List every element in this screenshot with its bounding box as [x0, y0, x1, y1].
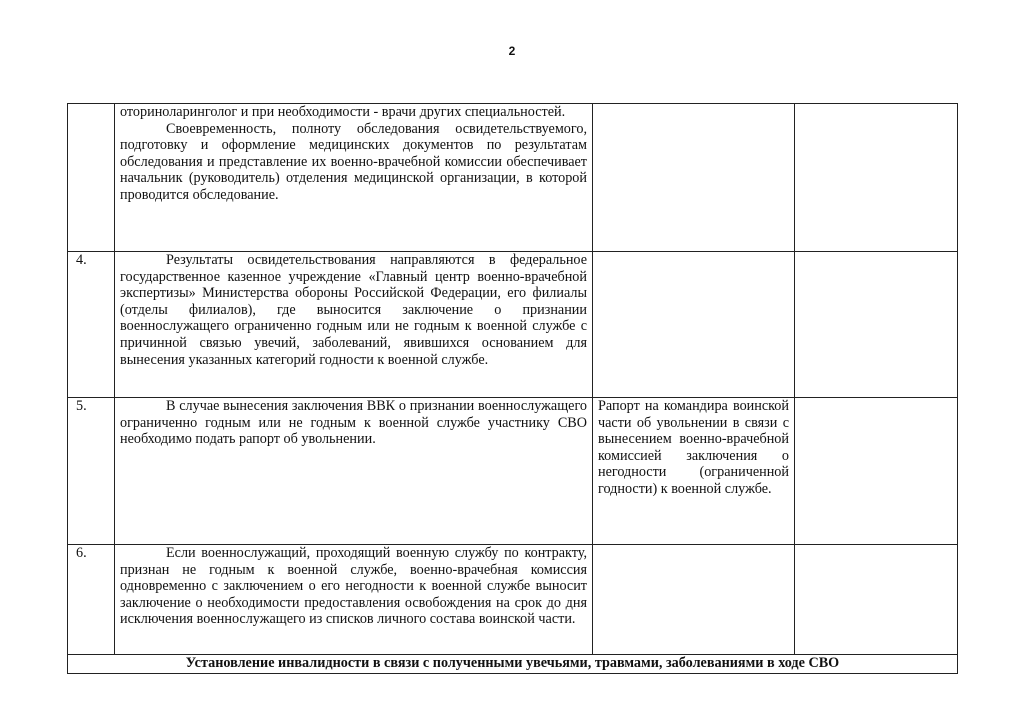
row-note: [795, 398, 958, 545]
table-row: [68, 545, 958, 655]
table-row: [68, 104, 958, 252]
table-row: [68, 398, 958, 545]
paragraph: Если военнослужащий, проходящий военную службу по контракту, признан не годным к военной службе, военно-врачебная комиссия одновременно с заключением о его негодности к военной службе выносит заключение о необходимости предоставления освобождения на срок до дня исключения военнослужащего из списков личного состава воинской части.: [120, 545, 587, 628]
row-note: [795, 104, 958, 252]
paragraph: Своевременность, полноту обследования освидетельствуемого, подготовку и оформление медицинских документов по результатам обследования и представление их военно-врачебной комиссии обеспечивает начальник (руководитель) отделения медицинской организации, в которой проводится обследование.: [120, 120, 587, 203]
row-description: [115, 545, 593, 655]
row-document: [593, 104, 795, 252]
row-number: [68, 104, 115, 252]
paragraph: Результаты освидетельствования направляются в федеральное государственное казенное учреждение «Главный центр военно-врачебной экспертизы» Министерства обороны Российской Федерации, его филиалы (отделы филиалов), где выносится заключение о признании военнослужащего ограниченно годным или не годным к военной службе с причинной связью увечий, заболеваний, явившихся основанием для вынесения указанных категорий годности к военной службе.: [120, 252, 587, 368]
procedure-table: [67, 103, 958, 674]
row-description: [115, 252, 593, 398]
table-row: [68, 252, 958, 398]
row-description: [115, 104, 593, 252]
row-number: 4.: [68, 252, 115, 398]
page-number: 2: [508, 44, 516, 58]
row-number: 5.: [68, 398, 115, 545]
paragraph: оториноларинголог и при необходимости - врачи других специальностей.: [120, 104, 566, 120]
row-description: [115, 398, 593, 545]
row-note: [795, 545, 958, 655]
row-document: [593, 545, 795, 655]
paragraph: В случае вынесения заключения ВВК о признании военнослужащего ограниченно годным или не годным к военной службе участнику СВО необходимо подать рапорт об увольнении.: [120, 398, 587, 448]
row-number: 6.: [68, 545, 115, 655]
row-note: [795, 252, 958, 398]
row-document: [593, 252, 795, 398]
section-heading: Установление инвалидности в связи с полученными увечьями, травмами, заболеваниями в ходе СВО: [68, 655, 958, 674]
section-heading-row: [68, 655, 958, 674]
row-document: Рапорт на командира воинской части об увольнении в связи с вынесением военно-врачебной комиссией заключения о негодности (ограниченной годности) к военной службе.: [593, 398, 795, 545]
